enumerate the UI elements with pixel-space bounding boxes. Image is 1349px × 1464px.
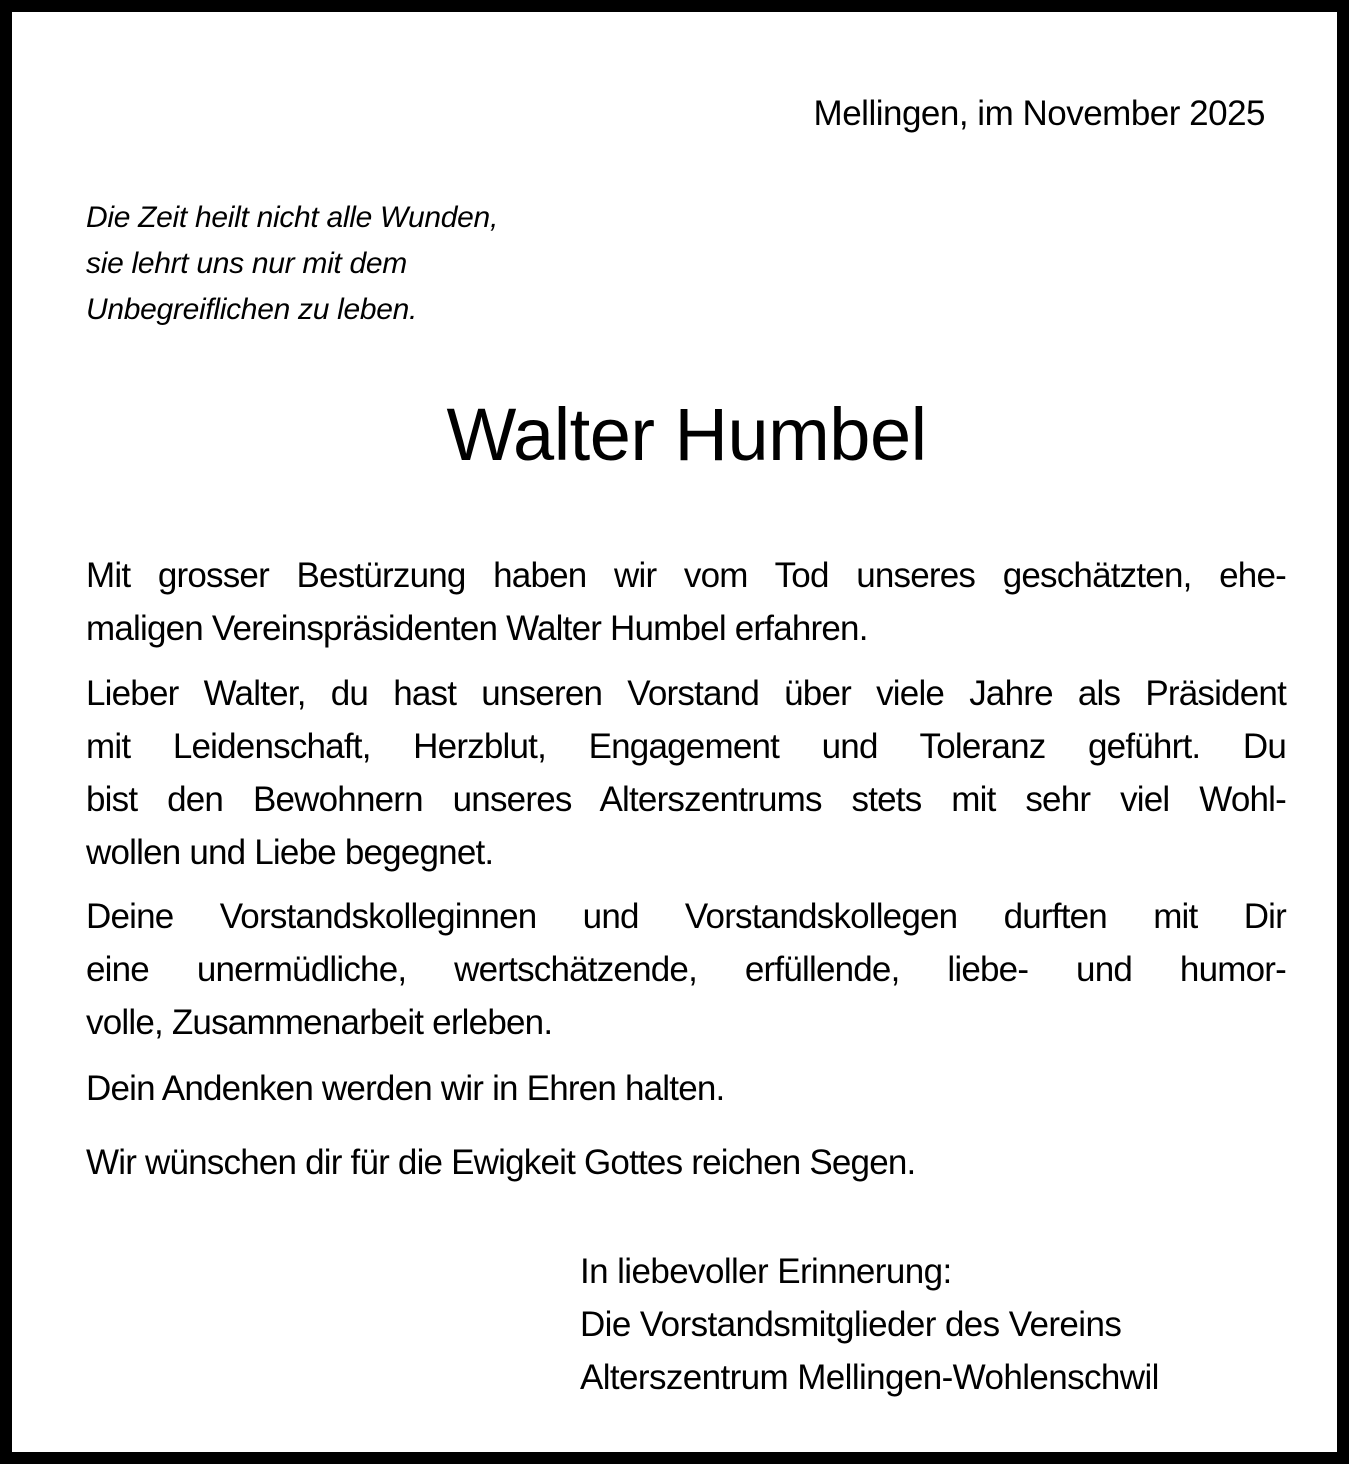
- place-date: Mellingen, im November 2025: [813, 94, 1265, 133]
- motto-line: sie lehrt uns nur mit dem: [86, 247, 407, 280]
- text-line: maligen Vereinspräsidenten Walter Humbel erfahren.: [86, 609, 868, 648]
- text-line: Deine Vorstandskolleginnen und Vorstandskollegen durften mit Dir: [86, 897, 1286, 936]
- signature-line: Die Vorstandsmitglieder des Vereins: [580, 1305, 1122, 1344]
- text-line: Mit grosser Bestürzung haben wir vom Tod unseres geschätzten, ehe-: [86, 556, 1286, 595]
- text-line: Wir wünschen dir für die Ewigkeit Gottes reichen Segen.: [86, 1143, 916, 1182]
- text-line: wollen und Liebe begegnet.: [86, 833, 494, 872]
- signature-block: [580, 1245, 1159, 1404]
- text-line: Lieber Walter, du hast unseren Vorstand über viele Jahre als Präsident: [86, 674, 1286, 713]
- motto-line: Unbegreiflichen zu leben.: [86, 293, 418, 326]
- text-line: volle, Zusammenarbeit erleben.: [86, 1003, 553, 1042]
- motto-line: Die Zeit heilt nicht alle Wunden,: [86, 201, 498, 234]
- deceased-name: Walter Humbel: [446, 393, 927, 476]
- text-line: Dein Andenken werden wir in Ehren halten.: [86, 1069, 725, 1108]
- text-line: eine unermüdliche, wertschätzende, erfüllende, liebe- und humor-: [86, 950, 1286, 989]
- paragraph-colleagues: [86, 890, 1286, 1049]
- motto-quote: [86, 195, 498, 333]
- signature-line: Alterszentrum Mellingen-Wohlenschwil: [580, 1358, 1159, 1397]
- text-line: mit Leidenschaft, Herzblut, Engagement und Toleranz geführt. Du: [86, 727, 1286, 766]
- signature-line: In liebevoller Erinnerung:: [580, 1252, 952, 1291]
- paragraph-remembrance: [86, 1062, 1286, 1115]
- paragraph-tribute: [86, 667, 1286, 879]
- text-line: bist den Bewohnern unseres Alterszentrums stets mit sehr viel Wohl-: [86, 780, 1286, 819]
- paragraph-blessing: [86, 1136, 1286, 1189]
- paragraph-announcement: [86, 549, 1286, 655]
